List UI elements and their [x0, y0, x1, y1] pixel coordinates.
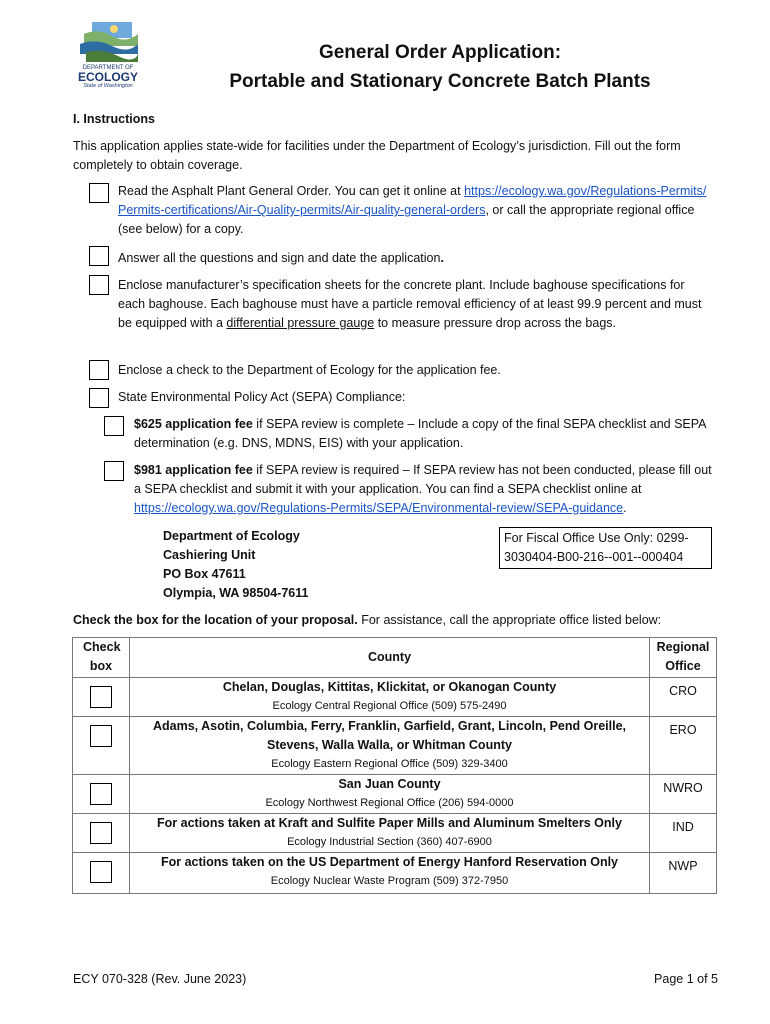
county-name: Chelan, Douglas, Kittitas, Klickitat, or Okanogan County [222, 680, 557, 694]
instructions-intro: This application applies state-wide for facilities under the Department of Ecology’s jurisdiction. Fill out the form completely to obtain coverage. [73, 139, 681, 172]
county-cell [130, 853, 650, 894]
header-county: County [130, 638, 650, 678]
address-line-3: PO Box 47611 [163, 567, 246, 581]
county-name: For actions taken on the US Department of Energy Hanford Reservation Only [160, 855, 619, 869]
item3-before: Enclose manufacturer’s specification sheets for the concrete plant. Include baghouse specifications for each baghouse. Each baghouse must have a particle removal efficiency of at least 99.9 percent and must be equipped with a [118, 278, 702, 330]
fiscal-office-box: For Fiscal Office Use Only: 0299-3030404-B00-216--001--000404 [499, 527, 712, 569]
fee2-bold: $981 application fee [134, 463, 253, 477]
checkbox-nwp[interactable] [90, 861, 112, 883]
region-cell: CRO [650, 678, 717, 717]
general-order-link[interactable]: https://ecology.wa.gov/Regulations-Permits/Permits-certifications/Air-Quality-permits/Air-quality-general-orders [118, 184, 707, 217]
region-cell: ERO [650, 717, 717, 775]
item1-text: Read the Asphalt Plant General Order. You can get it online at [118, 184, 461, 198]
logo-ecology-text: ECOLOGY [78, 70, 139, 84]
county-cell [130, 678, 650, 717]
title-line-1: General Order Application: [318, 42, 562, 63]
title-line-2: Portable and Stationary Concrete Batch Plants [229, 71, 651, 92]
checkbox-sepa-compliance[interactable] [89, 388, 109, 408]
region-cell: NWP [650, 853, 717, 894]
item-spec-sheets [118, 276, 708, 333]
fee2-end: . [623, 501, 627, 515]
fee1-bold: $625 application fee [134, 417, 253, 431]
check-cell [73, 678, 130, 717]
fee2-text: if SEPA review is required – If SEPA review has not been conducted, please fill out a SEPA checklist and submit it with your application. You can find a SEPA checklist online at [134, 463, 712, 496]
item3-after: to measure pressure drop across the bags. [374, 316, 617, 330]
table-row [73, 814, 717, 853]
check-cell [73, 717, 130, 775]
item2-end: . [440, 251, 444, 265]
checkbox-fee-625[interactable] [104, 416, 124, 436]
ecology-logo [78, 20, 138, 88]
check-cell [73, 814, 130, 853]
county-name: San Juan County [338, 777, 441, 791]
county-cell [130, 775, 650, 814]
table-row [73, 775, 717, 814]
header-check: Check box [73, 638, 130, 678]
logo-state-text: State of Washington [83, 83, 133, 89]
county-cell [130, 814, 650, 853]
office-contact: Ecology Industrial Section (360) 407-6900 [287, 836, 492, 848]
county-name: For actions taken at Kraft and Sulfite Paper Mills and Aluminum Smelters Only [157, 816, 622, 830]
checkbox-enclose-check[interactable] [89, 360, 109, 380]
check-cell [73, 853, 130, 894]
address-line-1: Department of Ecology [163, 529, 300, 543]
location-bold: Check the box for the location of your proposal. [73, 613, 358, 627]
item-enclose-check: Enclose a check to the Department of Ecology for the application fee. [118, 363, 501, 377]
checkbox-answer-questions[interactable] [89, 246, 109, 266]
checkbox-cro[interactable] [90, 686, 112, 708]
location-table [72, 637, 717, 894]
header-region: Regional Office [650, 638, 717, 678]
item-sepa-compliance: State Environmental Policy Act (SEPA) Compliance: [118, 390, 406, 404]
checkbox-ind[interactable] [90, 822, 112, 844]
table-row [73, 717, 717, 775]
page-title [190, 38, 690, 96]
mailing-address [163, 527, 308, 603]
fee1-text: if SEPA review is complete – Include a copy of the final SEPA checklist and SEPA determination (e.g. DNS, MDNS, EIS) with your application. [134, 417, 706, 450]
item-answer-questions [118, 249, 708, 268]
region-cell: IND [650, 814, 717, 853]
checkbox-nwro[interactable] [90, 783, 112, 805]
county-cell [130, 717, 650, 775]
table-row [73, 678, 717, 717]
fee-981-text [134, 461, 719, 518]
table-row [73, 853, 717, 894]
item-read-general-order [118, 182, 708, 239]
instructions-heading: I. Instructions [73, 112, 155, 126]
checkbox-read-general-order[interactable] [89, 183, 109, 203]
office-contact: Ecology Eastern Regional Office (509) 329-3400 [271, 758, 508, 770]
form-id: ECY 070-328 (Rev. June 2023) [73, 972, 247, 986]
address-line-2: Cashiering Unit [163, 548, 256, 562]
location-text: For assistance, call the appropriate office listed below: [357, 613, 662, 627]
logo-department-text: DEPARTMENT OF [82, 65, 134, 71]
checkbox-spec-sheets[interactable] [89, 275, 109, 295]
item2-text: Answer all the questions and sign and date the application [118, 251, 441, 265]
fee-625-text [134, 415, 719, 453]
address-line-4: Olympia, WA 98504-7611 [163, 586, 309, 600]
item1-after: , or call the appropriate regional office (see below) for a copy. [118, 203, 695, 236]
office-contact: Ecology Northwest Regional Office (206) 594-0000 [265, 797, 514, 809]
office-contact: Ecology Central Regional Office (509) 575-2490 [272, 700, 507, 712]
office-contact: Ecology Nuclear Waste Program (509) 372-7950 [270, 875, 509, 887]
region-cell: NWRO [650, 775, 717, 814]
checkbox-fee-981[interactable] [104, 461, 124, 481]
location-instruction [73, 611, 723, 630]
item3-underline: differential pressure gauge [226, 316, 375, 330]
ecology-logo-graphic [78, 20, 138, 64]
county-name: Adams, Asotin, Columbia, Ferry, Franklin, Garfield, Grant, Lincoln, Pend Oreille, Stevens, Walla Walla, or Whitman County [152, 719, 626, 752]
check-cell [73, 775, 130, 814]
checkbox-ero[interactable] [90, 725, 112, 747]
page-number: Page 1 of 5 [654, 972, 718, 986]
sepa-guidance-link[interactable]: https://ecology.wa.gov/Regulations-Permits/SEPA/Environmental-review/SEPA-guidance [134, 501, 624, 515]
table-header-row [73, 638, 717, 678]
